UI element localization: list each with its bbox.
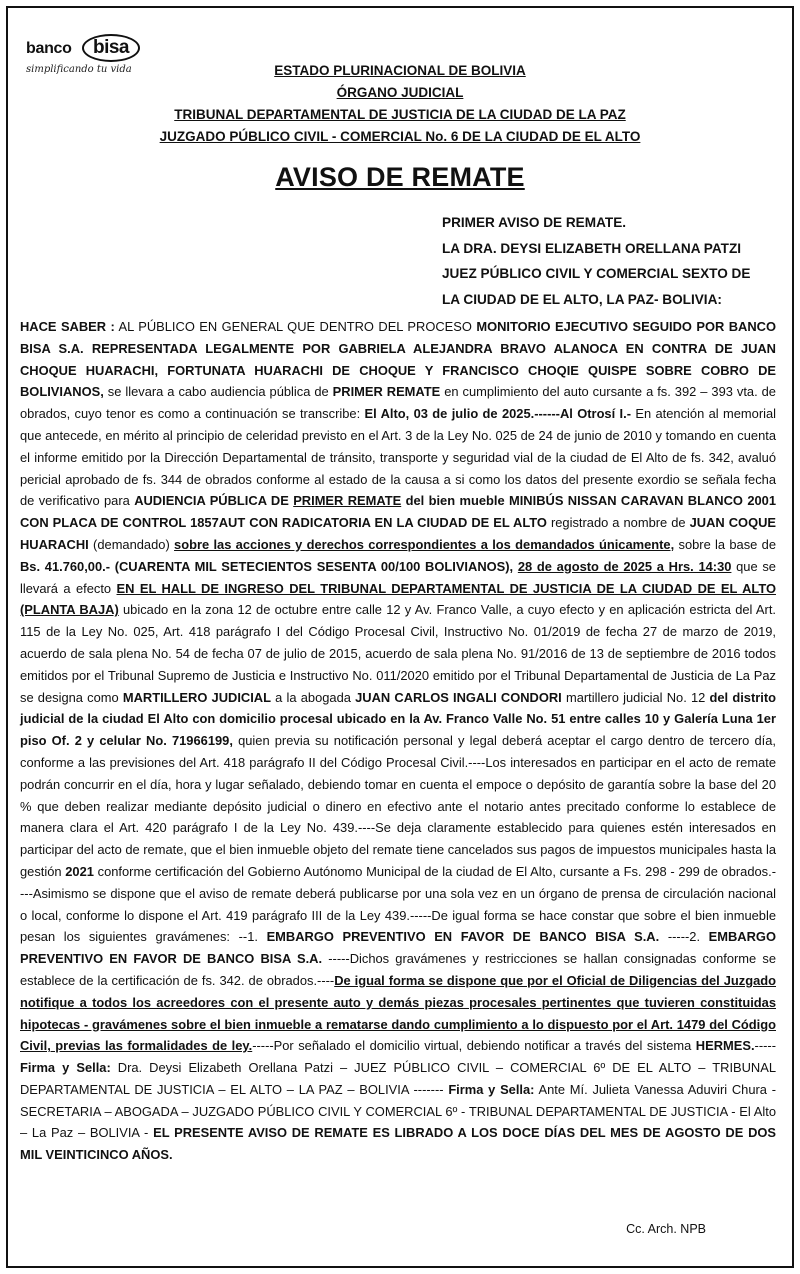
logo-mark: bisa — [82, 34, 140, 62]
body-segment: De igual forma se dispone que por el Oficial de Diligencias del Juzgado notifique a todos los acreedores con el presente auto y demás piezas procesales pertinentes que tuvieren constituidas hipotecas - gravámenes sobre el bien inmueble a rematarse dando cumplimiento a lo dispuesto por el Art. 1479 del Código Civil, previas las formalidades de ley. — [20, 972, 776, 1054]
body-segment: sobre las acciones y derechos correspondientes a los demandados únicamente, — [174, 536, 675, 552]
body-segment: JUAN COQUE HUARACHI — [20, 515, 777, 552]
body-segment: ----- — [754, 1038, 776, 1054]
body-segment: quien previa su notificación personal y legal deberá aceptar el cargo dentro de tercero día, conforme a las previsiones del Art. 418 parágrafo II del Código Procesal Civil.----Los interesados en participar en el acto de remate podrán concurrir en el día, hora y lugar señalado, debiendo tomar en cuenta el empoce o depósito de garantía sobre la base del 20 % que deben realizar mediante depósito judicial o dinero en efectivo ante el notario antes precitado conforme lo establece de manera clara el Art. 420 parágrafo I de la Ley No. 439.----Se deja claramente establecido para quienes estén interesados en participar del acto de remate, que el bien inmueble objeto del remate tiene cancelados sus pagos de impuestos municipales hasta la gestión — [20, 733, 776, 879]
body-segment: AL PÚBLICO EN GENERAL QUE DENTRO DEL PROCESO — [114, 319, 477, 334]
body-segment: Ante Mí. Julieta Vanessa Aduviri Chura - SECRETARIA – ABOGADA – JUZGADO PÚBLICO CIVIL Y COMERCIAL 6º - TRIBUNAL DEPARTAMENTAL DE JUSTICIA - El Alto – La Paz – BOLIVIA - — [20, 1081, 777, 1141]
body-segment: 2021 — [65, 863, 94, 879]
body-segment: conforme certificación del Gobierno Autónomo Municipal de la ciudad de El Alto, cursante a Fs. 298 - 299 de obrados.----Asimismo se dispone que el aviso de remate deberá publicarse por una sola vez en un órgano de prensa de circulación nacional o local, conforme lo dispone el Art. 419 parágrafo III de la Ley 439.-----De igual forma se hace constar que sobre el bien inmueble pesan los siguientes gravámenes: --1. — [20, 863, 777, 945]
body-segment: EMBARGO PREVENTIVO EN FAVOR DE BANCO BISA S.A. — [266, 929, 660, 945]
body-segment: PRIMER REMATE — [293, 493, 402, 509]
body-segment: EL PRESENTE AVISO DE REMATE ES LIBRADO A LOS DOCE DÍAS DEL MES DE AGOSTO DE DOS MIL VEINTICINCO AÑOS. — [20, 1125, 776, 1163]
logo-word: banco — [26, 40, 72, 57]
header-line-1: ESTADO PLURINACIONAL DE BOLIVIA — [274, 63, 526, 78]
body-segment: ubicado en la zona 12 de octubre entre calle 12 y Av. Franco Valle, a cuyo efecto y en aplicación estricta del Art. 115 de la Ley No. 025, Art. 418 parágrafo I del Código Procesal Civil, Instructivo No. 01/2019 de fecha 27 de marzo de 2019, acuerdo de sala plena No. 54 de fecha 07 de julio de 2015, acuerdo de sala plena No. 91/2016 de 13 de septiembre de 2016 todos emitidos por el Tribunal Supremo de Justicia e Instructivo No. 011/2020 emitido por el Tribunal Departamental de Justicia de La Paz se designa como — [20, 602, 776, 705]
body-segment: Bs. 41.760,00.- (CUARENTA MIL SETECIENTOS SESENTA 00/100 BOLIVIANOS), — [20, 558, 514, 574]
body-segment: se llevara a cabo audiencia pública de — [103, 384, 333, 400]
body-segment: El Alto, 03 de julio de 2025.------Al Otrosí I.- — [364, 406, 632, 422]
body-segment: -----Dichos gravámenes y restricciones se hallan consignadas conforme se establece de la certificación de fs. 342. de obrados.---- — [20, 951, 776, 988]
body-segment: -----2. — [659, 929, 709, 945]
body-segment: (demandado) — [88, 536, 175, 552]
body-segment: EMBARGO PREVENTIVO EN FAVOR DE BANCO BISA S.A. — [20, 929, 776, 967]
header-line-2: ÓRGANO JUDICIAL — [336, 85, 464, 100]
intro-block — [442, 210, 782, 312]
body-segment: Dra. Deysi Elizabeth Orellana Patzi – JUEZ PÚBLICO CIVIL – COMERCIAL 6º DE EL ALTO – TRIBUNAL DEPARTAMENTAL DE JUSTICIA – EL ALTO – LA PAZ – BOLIVIA ------- — [20, 1060, 777, 1097]
document-title: AVISO DE REMATE — [275, 162, 525, 192]
body-segment: JUAN CARLOS INGALI CONDORI — [355, 689, 562, 705]
body-segment: que se llevará a efecto — [20, 558, 776, 596]
body-segment: 28 de agosto de 2025 a Hrs. 14:30 — [517, 558, 732, 574]
cc-note: Cc. Arch. NPB — [626, 1222, 706, 1236]
body-segment: del distrito judicial de la ciudad El Alto con domicilio procesal ubicado en la Av. Franco Valle No. 51 entre calles 10 y Galería Luna 1er piso Of. 2 y celular No. 71966199, — [20, 689, 777, 749]
intro-line-2: LA DRA. DEYSI ELIZABETH ORELLANA PATZI — [442, 240, 742, 256]
body-segment: del bien mueble MINIBÚS NISSAN CARAVAN BLANCO 2001 CON PLACA DE CONTROL 1857AUT CON RADICATORIA EN LA CIUDAD DE EL ALTO — [20, 493, 777, 531]
body-paragraph — [20, 316, 776, 1166]
logo-tagline: simplificando tu vida — [26, 64, 132, 75]
body-segment: AUDIENCIA PÚBLICA DE — [134, 493, 294, 509]
body-segment: Firma y Sella: — [20, 1060, 111, 1076]
body-segment: HERMES. — [695, 1038, 755, 1054]
header-line-4: JUZGADO PÚBLICO CIVIL - COMERCIAL No. 6 DE LA CIUDAD DE EL ALTO — [159, 129, 641, 144]
body-segment: PRIMER REMATE — [332, 384, 441, 400]
intro-line-1: PRIMER AVISO DE REMATE. — [442, 215, 627, 230]
intro-line-3: JUEZ PÚBLICO CIVIL Y COMERCIAL SEXTO DE — [442, 266, 751, 281]
body-segment: MARTILLERO JUDICIAL — [122, 689, 271, 705]
body-segment: En atención al memorial que antecede, en mérito al principio de celeridad previsto en el Art. 3 de la Ley No. 025 de 24 de junio de 2010 y tomando en cuenta el informe emitido por la Dirección Departamental de tránsito, transporte y seguridad vial de la ciudad de El Alto de fs. 342, avaluó pericial aprobado de fs. 344 de obrados conforme al estado de la causa a si como los datos del presente exordio se señala fecha de verificativo para — [20, 406, 777, 509]
body-segment: martillero judicial No. 12 — [561, 689, 710, 705]
body-segment: registrado a nombre de — [546, 515, 690, 531]
body-segment: sobre la base de — [674, 536, 776, 552]
body-segment: a la abogada — [270, 689, 356, 705]
body-segment: EN EL HALL DE INGRESO DEL TRIBUNAL DEPARTAMENTAL DE JUSTICIA DE LA CIUDAD DE EL ALTO (PLANTA BAJA) — [20, 580, 776, 618]
body-segment: MONITORIO EJECUTIVO SEGUIDO POR BANCO BISA S.A. REPRESENTADA LEGALMENTE POR GABRIELA ALEJANDRA BRAVO ALANOCA EN CONTRA DE JUAN CHOQUE HUARACHI, FORTUNATA HUARACHI DE CHOQUE Y FRANCISCO CHOQIE QUISPE SOBRE COBRO DE BOLIVIANOS, — [20, 319, 777, 400]
intro-line-4: LA CIUDAD DE EL ALTO, LA PAZ- BOLIVIA: — [442, 291, 722, 307]
body-segment: en cumplimiento del auto cursante a fs. 392 – 393 vta. de obrados, cuyo tenor es como a continuación se transcribe: — [20, 384, 776, 422]
body-segment: Firma y Sella: — [448, 1081, 535, 1097]
header-line-3: TRIBUNAL DEPARTAMENTAL DE JUSTICIA DE LA CIUDAD DE LA PAZ — [174, 107, 626, 122]
body-segment: -----Por señalado el domicilio virtual, debiendo notificar a través del sistema — [252, 1038, 696, 1054]
body-segment: HACE SABER : — [20, 319, 115, 334]
document-header — [0, 60, 800, 148]
